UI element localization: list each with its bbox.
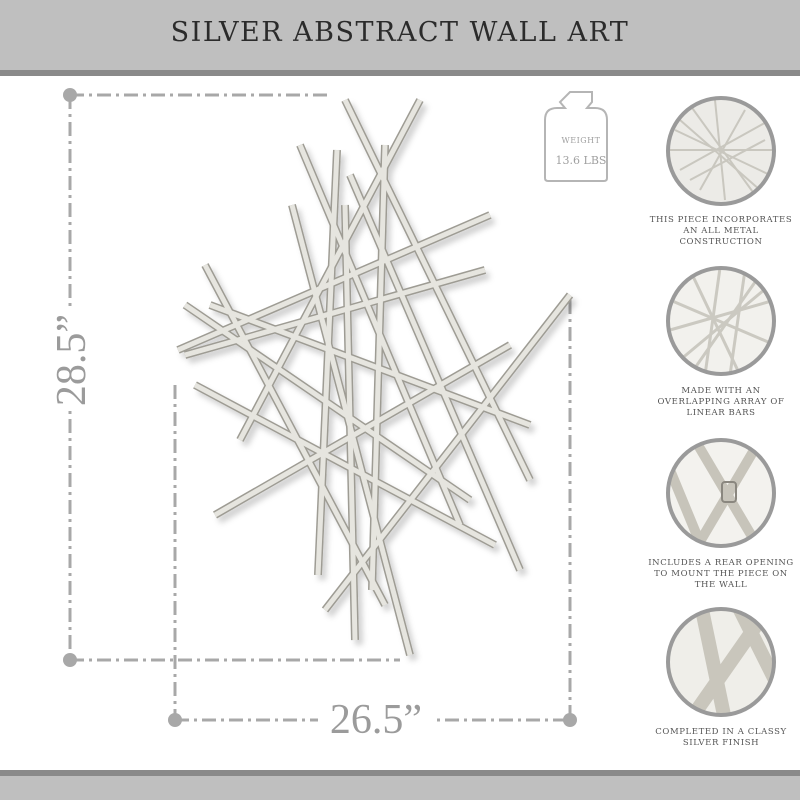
dimension-dot	[168, 713, 182, 727]
feature-text-2: MADE WITH AN OVERLAPPING ARRAY OF LINEAR BARS	[657, 386, 785, 418]
dimension-dot	[563, 713, 577, 727]
feature-text-3: INCLUDES A REAR OPENING TO MOUNT THE PIECE ON THE WALL	[648, 558, 794, 590]
rear-opening-closeup-icon	[666, 438, 776, 548]
weight-value: 13.6 LBS	[555, 154, 607, 167]
dimension-dot	[63, 653, 77, 667]
width-label: 26.5”	[318, 697, 434, 743]
metal-bars	[178, 100, 570, 655]
silver-finish-closeup-icon	[666, 607, 776, 717]
footer-rule	[0, 770, 800, 776]
feature-text-1: THIS PIECE INCORPORATES AN ALL METAL CONSTRUCTION	[649, 215, 793, 247]
page-title: SILVER ABSTRACT WALL ART	[170, 17, 630, 48]
overlapping-bars-closeup-icon	[666, 266, 776, 376]
height-label: 28.5”	[22, 310, 122, 410]
feature-text-4: COMPLETED IN A CLASSY SILVER FINISH	[655, 727, 787, 748]
weight-label: WEIGHT	[561, 136, 601, 145]
dimension-dot	[63, 88, 77, 102]
metal-construction-closeup-icon	[666, 96, 776, 206]
